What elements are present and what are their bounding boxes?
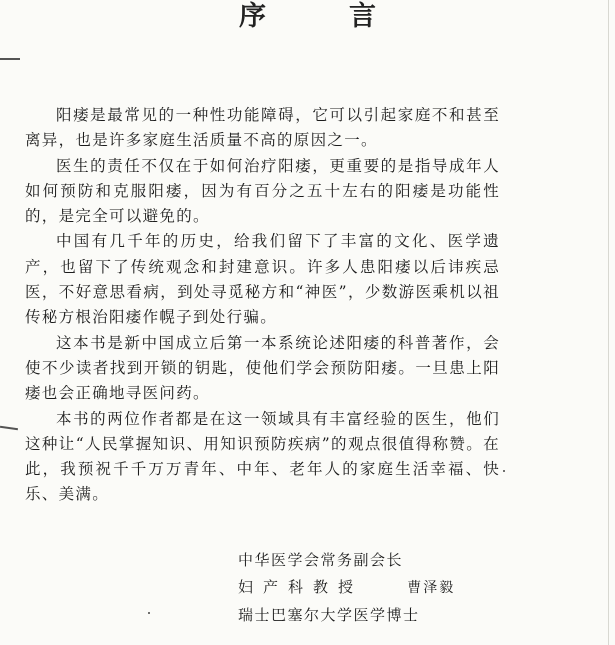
scan-speck	[503, 470, 505, 472]
page-title: 序 言	[239, 1, 404, 32]
preface-body	[25, 103, 500, 508]
paragraph: 中国有几千年的历史，给我们留下了丰富的文化、医学遗产，也留下了传统观念和封建意识。许多人患阳痿以后讳疾忌医，不好意思看病，到处寻觅秘方和“神医”，少数游医乘机以祖传秘方根治阳痿作幌子到处行骗。	[25, 232, 500, 327]
signature-author-name: 曹泽毅	[407, 580, 456, 596]
signature-degree: 瑞士巴塞尔大学医学博士	[238, 606, 420, 624]
paragraph: 医生的责任不仅在于如何治疗阳痿，更重要的是指导成年人如何预防和克服阳痿，因为有百分之五十左右的阳痿是功能性的，是完全可以避免的。	[25, 156, 500, 226]
paragraph: 这本书是新中国成立后第一本系统论述阳痿的科普著作，会使不少读者找到开锁的钥匙，使他们学会预防阳痿。一旦患上阳痿也会正确地寻医问药。	[25, 333, 500, 403]
scan-mark	[0, 58, 20, 60]
signature-title: 中华医学会常务副会长	[238, 551, 404, 569]
signature-block	[238, 547, 558, 629]
signature-role-line	[238, 574, 558, 602]
page-edge	[608, 0, 609, 645]
signature-role: 妇产科教授	[238, 578, 364, 596]
paragraph: 本书的两位作者都是在这一领域具有丰富经验的医生，他们这种让“人民掌握知识、用知识预防疾病”的观点很值得称赞。在此，我预祝千千万万青年、中年、老年人的家庭生活幸福、快乐、美满。	[25, 409, 500, 504]
scan-speck	[148, 612, 150, 614]
paragraph: 阳痿是最常见的一种性功能障碍，它可以引起家庭不和甚至离异，也是许多家庭生活质量不高的原因之一。	[25, 106, 500, 150]
scan-mark	[0, 426, 18, 430]
